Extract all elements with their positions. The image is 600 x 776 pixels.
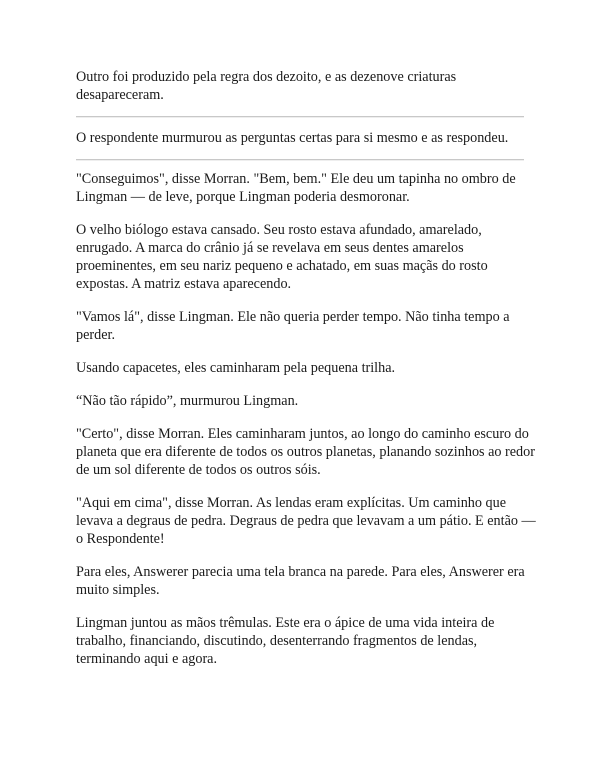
- document-page: [76, 68, 536, 683]
- paragraph-9: "Aqui em cima", disse Morran. As lendas eram explícitas. Um caminho que levava a degraus de pedra. Degraus de pedra que levavam a um pátio. E então — o Respondente!: [76, 495, 536, 547]
- paragraph-5: "Vamos lá", disse Lingman. Ele não queria perder tempo. Não tinha tempo a perder.: [76, 309, 510, 343]
- paragraph-7: “Não tão rápido”, murmurou Lingman.: [76, 393, 299, 409]
- paragraph-4: O velho biólogo estava cansado. Seu rosto estava afundado, amarelado, enrugado. A marca do crânio já se revelava em seus dentes amarelos proeminentes, em seu nariz pequeno e achatado, em suas maçãs do rosto expostas. A matriz estava aparecendo.: [76, 222, 488, 292]
- section-divider: [76, 159, 524, 160]
- paragraph-1: Outro foi produzido pela regra dos dezoito, e as dezenove criaturas desapareceram.: [76, 69, 457, 103]
- section-divider: [76, 116, 524, 117]
- paragraph-11: Lingman juntou as mãos trêmulas. Este era o ápice de uma vida inteira de trabalho, financiando, discutindo, desenterrando fragmentos de lendas, terminando aqui e agora.: [76, 615, 495, 667]
- paragraph-6: Usando capacetes, eles caminharam pela pequena trilha.: [76, 360, 396, 376]
- paragraph-3: "Conseguimos", disse Morran. "Bem, bem." Ele deu um tapinha no ombro de Lingman — de leve, porque Lingman poderia desmoronar.: [76, 171, 516, 205]
- paragraph-8: "Certo", disse Morran. Eles caminharam juntos, ao longo do caminho escuro do planeta que era diferente de todos os outros planetas, planando sozinhos ao redor de um sol diferente de todos os outros sóis.: [76, 426, 535, 478]
- paragraph-2: O respondente murmurou as perguntas certas para si mesmo e as respondeu.: [76, 130, 509, 146]
- paragraph-10: Para eles, Answerer parecia uma tela branca na parede. Para eles, Answerer era muito simples.: [76, 564, 525, 598]
